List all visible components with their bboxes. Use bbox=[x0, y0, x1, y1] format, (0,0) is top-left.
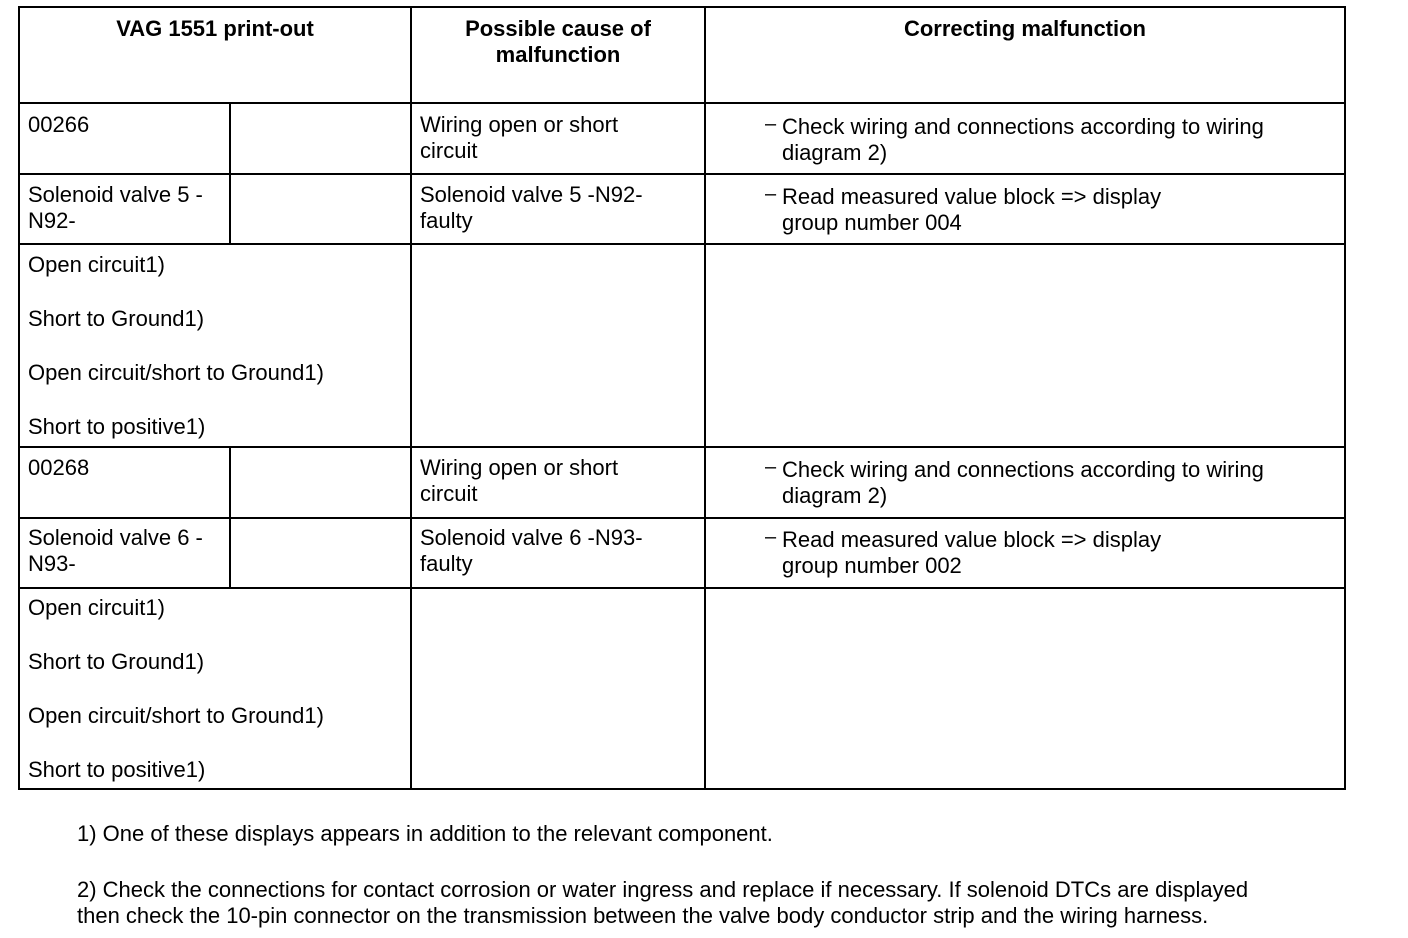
row-divider bbox=[20, 102, 1344, 104]
fault-code: 00268 bbox=[28, 455, 90, 480]
fault-type: Short to Ground1) bbox=[28, 649, 205, 674]
header-printout: VAG 1551 print-out bbox=[116, 16, 314, 41]
fix-text: Read measured value block => display group number 004 bbox=[782, 184, 1162, 235]
cause-text: Wiring open or short circuit bbox=[420, 455, 619, 506]
fix-text: Check wiring and connections according to wiring diagram 2) bbox=[782, 457, 1264, 508]
fault-type: Short to positive1) bbox=[28, 414, 206, 439]
cause-text: Solenoid valve 6 -N93- faulty bbox=[420, 525, 643, 576]
fault-type: Short to Ground1) bbox=[28, 306, 205, 331]
component-name: Solenoid valve 5 - N92- bbox=[28, 182, 203, 233]
row-divider bbox=[20, 587, 1344, 589]
fault-type: Open circuit1) bbox=[28, 252, 165, 277]
row-divider bbox=[20, 173, 1344, 175]
fault-type: Short to positive1) bbox=[28, 757, 206, 782]
footnote-1: 1) One of these displays appears in addition to the relevant component. bbox=[77, 821, 773, 846]
bullet-dash: – bbox=[765, 526, 777, 548]
fault-type: Open circuit1) bbox=[28, 595, 165, 620]
footnote-2: 2) Check the connections for contact corrosion or water ingress and replace if necessary. If solenoid DTCs are displayed then check the 10-pin connector on the transmission between the valve body conductor strip and the wiring harness. bbox=[77, 877, 1249, 928]
col-subdivider bbox=[229, 102, 231, 245]
col-subdivider bbox=[229, 446, 231, 589]
row-divider bbox=[20, 446, 1344, 448]
component-name: Solenoid valve 6 - N93- bbox=[28, 525, 203, 576]
col-divider bbox=[704, 8, 706, 788]
row-divider bbox=[20, 517, 1344, 519]
fault-code: 00266 bbox=[28, 112, 90, 137]
cause-text: Wiring open or short circuit bbox=[420, 112, 619, 163]
cause-text: Solenoid valve 5 -N92- faulty bbox=[420, 182, 643, 233]
fault-type: Open circuit/short to Ground1) bbox=[28, 360, 324, 385]
fault-type: Open circuit/short to Ground1) bbox=[28, 703, 324, 728]
bullet-dash: – bbox=[765, 113, 777, 135]
row-divider bbox=[20, 243, 1344, 245]
fix-text: Read measured value block => display group number 002 bbox=[782, 527, 1162, 578]
fix-text: Check wiring and connections according to wiring diagram 2) bbox=[782, 114, 1264, 165]
header-cause: Possible cause of malfunction bbox=[465, 16, 651, 67]
bullet-dash: – bbox=[765, 456, 777, 478]
header-correcting: Correcting malfunction bbox=[903, 16, 1146, 41]
bullet-dash: – bbox=[765, 183, 777, 205]
col-divider bbox=[410, 8, 412, 788]
